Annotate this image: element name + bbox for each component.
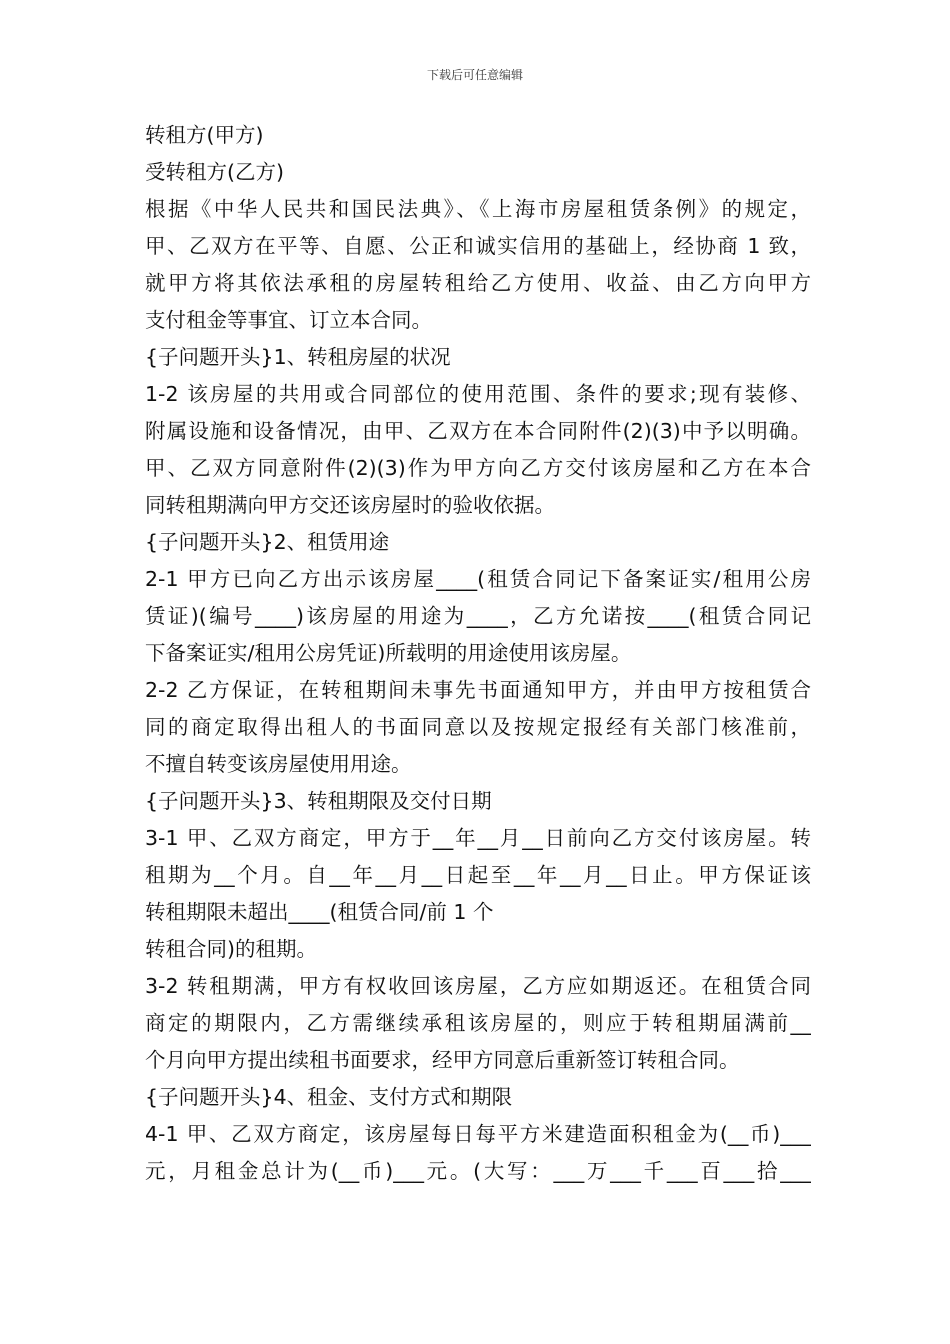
document-line: 2-2 乙方保证，在转租期间未事先书面通知甲方，并由甲方按租赁合: [145, 678, 811, 702]
document-line: 1-2 该房屋的共用或合同部位的使用范围、条件的要求;现有装修、: [145, 382, 811, 406]
document-line: 租期为__个月。自__年__月__日起至__年__月__日止。甲方保证该: [145, 863, 811, 887]
document-line: 甲、乙双方同意附件(2)(3)作为甲方向乙方交付该房屋和乙方在本合: [145, 456, 811, 480]
document-body: [145, 117, 811, 1190]
document-line: 个月向甲方提出续租书面要求，经甲方同意后重新签订转租合同。: [145, 1048, 740, 1072]
document-line: 受转租方(乙方): [145, 160, 284, 184]
document-line: 就甲方将其依法承租的房屋转租给乙方使用、收益、由乙方向甲方: [145, 271, 811, 295]
document-line: {子问题开头}3、转租期限及交付日期: [145, 789, 492, 813]
document-line: 转租方(甲方): [145, 123, 264, 147]
document-line: {子问题开头}2、租赁用途: [145, 530, 390, 554]
document-line: 商定的期限内，乙方需继续承租该房屋的，则应于转租期届满前__: [145, 1011, 811, 1035]
document-line: {子问题开头}4、租金、支付方式和期限: [145, 1085, 513, 1109]
document-line: 赁证)(编号____)该房屋的用途为____，乙方允诺按____(租赁合同记: [145, 604, 811, 628]
document-line: 不擅自转变该房屋使用用途。: [145, 752, 412, 776]
document-line: 根据《中华人民共和国民法典》、《上海市房屋租赁条例》的规定，: [145, 197, 811, 221]
document-line: 同的商定取得出租人的书面同意以及按规定报经有关部门核准前，: [145, 715, 811, 739]
document-line: 转租合同)的租期。: [145, 937, 317, 961]
document-line: 下备案证实/租用公房凭证)所载明的用途使用该房屋。: [145, 641, 632, 665]
document-line: 同转租期满向甲方交还该房屋时的验收依据。: [145, 493, 555, 517]
document-line: {子问题开头}1、转租房屋的状况: [145, 345, 451, 369]
document-line: 元，月租金总计为(__币)___元。(大写：___万___千___百___拾___: [145, 1159, 811, 1183]
document-line: 甲、乙双方在平等、自愿、公正和诚实信用的基础上，经协商 1 致，: [145, 234, 811, 258]
document-line: 转租期限未超出____(租赁合同/前 1 个: [145, 900, 494, 924]
page-header-note: 下载后可任意编辑: [426, 68, 523, 82]
document-line: 4-1 甲、乙双方商定，该房屋每日每平方米建造面积租金为(__币)___: [145, 1122, 811, 1146]
document-line: 3-1 甲、乙双方商定，甲方于__年__月__日前向乙方交付该房屋。转: [145, 826, 811, 850]
document-line: 2-1 甲方已向乙方出示该房屋____(租赁合同记下备案证实/租用公房: [145, 567, 811, 591]
document-line: 支付租金等事宜、订立本合同。: [145, 308, 432, 332]
document-line: 附属设施和设备情况，由甲、乙双方在本合同附件(2)(3)中予以明确。: [145, 419, 811, 443]
document-line: 3-2 转租期满，甲方有权收回该房屋，乙方应如期返还。在租赁合同: [145, 974, 811, 998]
